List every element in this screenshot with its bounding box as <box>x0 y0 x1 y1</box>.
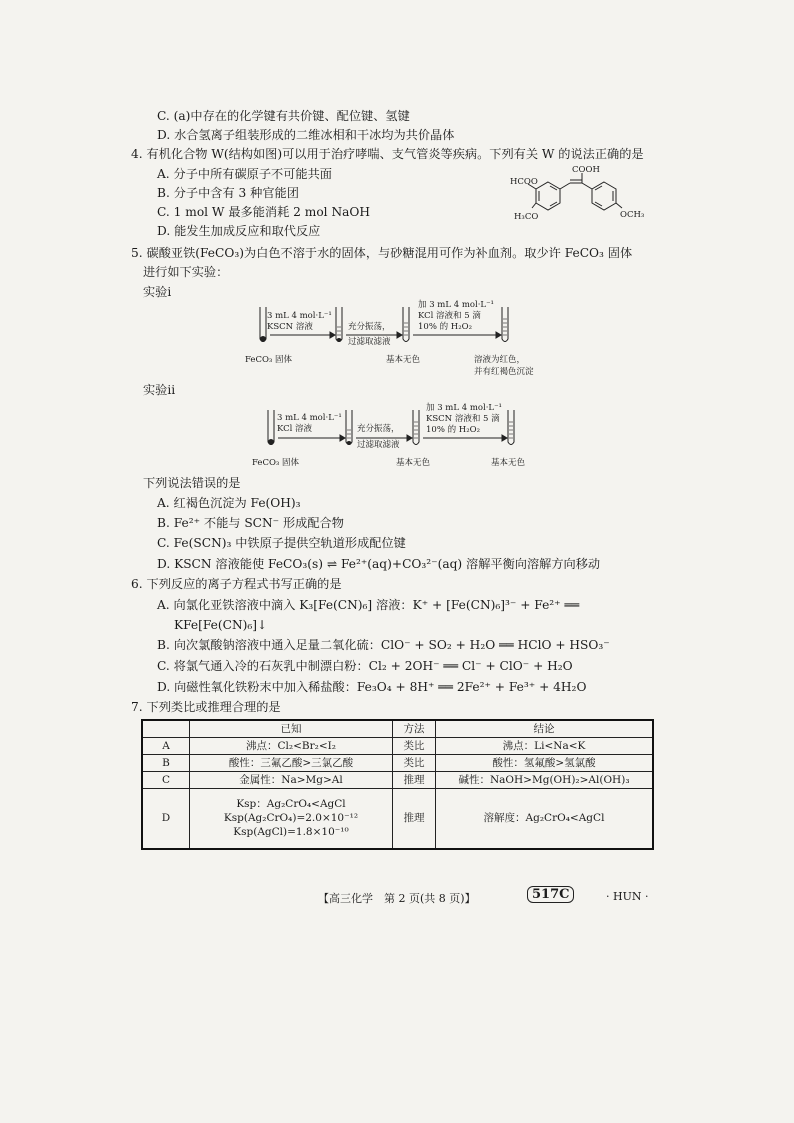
exp1-title: 实验ⅰ <box>143 285 172 299</box>
exp2-end-label: 基本无色 <box>491 458 526 468</box>
q5-stem-line2: 进行如下实验： <box>143 265 229 279</box>
q5-option-a: A. 红褐色沉淀为 Fe(OH)₃ <box>157 496 301 510</box>
q7-row-method: 推理 <box>393 772 436 789</box>
q4-option-d: D. 能发生加成反应和取代反应 <box>157 224 321 238</box>
q5-stem-line1: 5. 碳酸亚铁(FeCO₃)为白色不溶于水的固体，与砂糖混用可作为补血剂。取少许 FeCO₃ 固体 <box>131 246 633 260</box>
structure-h3co-label: H₃CO <box>514 212 539 222</box>
q4-option-b: B. 分子中含有 3 种官能团 <box>157 186 299 200</box>
exp1-arrow1-line2: KSCN 溶液 <box>267 322 313 332</box>
table-row <box>142 755 653 772</box>
structure-och3-label: OCH₃ <box>620 210 645 220</box>
q7-row-conclusion: 溶解度：Ag₂CrO₄<AgCl <box>436 789 654 849</box>
exp1-arrow1-line1: 3 mL 4 mol·L⁻¹ <box>267 311 332 321</box>
footer-page: 【高三化学 第 2 页(共 8 页)】 <box>318 892 476 905</box>
q7-header-method: 方法 <box>393 720 436 738</box>
q7-row-known <box>190 789 393 849</box>
q4-option-a: A. 分子中所有碳原子不可能共面 <box>157 167 332 181</box>
q7-row-method: 类比 <box>393 755 436 772</box>
exp1-arrow2-line1: 充分振荡， <box>348 322 391 332</box>
exp2-mid-label: 基本无色 <box>396 458 431 468</box>
exp1-arrow3-line1: 加 3 mL 4 mol·L⁻¹ <box>418 300 494 310</box>
q6-stem: 6. 下列反应的离子方程式书写正确的是 <box>131 577 342 591</box>
q7-row-option: A <box>142 738 190 755</box>
footer-region: · HUN · <box>606 890 649 903</box>
q6-option-a-line1: A. 向氯化亚铁溶液中滴入 K₃[Fe(CN)₆] 溶液：K⁺ + [Fe(CN)₆]³⁻ + Fe²⁺ ══ <box>157 598 580 612</box>
q7-table <box>141 719 654 850</box>
q5-ask: 下列说法错误的是 <box>143 476 241 490</box>
exp1-end-line2: 并有红褐色沉淀 <box>474 367 534 377</box>
footer-code: 517C <box>527 886 574 903</box>
q3-option-c: C. (a)中存在的化学键有共价键、配位键、氢键 <box>157 109 410 123</box>
q7-row-known: 金属性：Na>Mg>Al <box>190 772 393 789</box>
table-row <box>142 789 653 849</box>
q5-option-d: D. KSCN 溶液能使 FeCO₃(s) ⇌ Fe²⁺(aq)+CO₃²⁻(aq) 溶解平衡向溶解方向移动 <box>157 557 601 571</box>
q7-row-known: 酸性：三氟乙酸>三氯乙酸 <box>190 755 393 772</box>
q7-row-known: 沸点：Cl₂<Br₂<I₂ <box>190 738 393 755</box>
q7-header-known: 已知 <box>190 720 393 738</box>
q4-option-c: C. 1 mol W 最多能消耗 2 mol NaOH <box>157 205 370 219</box>
q7-row-method: 推理 <box>393 789 436 849</box>
table-row <box>142 738 653 755</box>
q6-option-d: D. 向磁性氧化铁粉末中加入稀盐酸：Fe₃O₄ + 8H⁺ ══ 2Fe²⁺ + Fe³⁺ + 4H₂O <box>157 680 587 694</box>
q6-option-a-line2: KFe[Fe(CN)₆]↓ <box>174 618 268 632</box>
q6-option-c: C. 将氯气通入冷的石灰乳中制漂白粉：Cl₂ + 2OH⁻ ══ Cl⁻ + ClO⁻ + H₂O <box>157 659 573 673</box>
q5-option-b: B. Fe²⁺ 不能与 SCN⁻ 形成配合物 <box>157 516 344 530</box>
q7-row-conclusion: 碱性：NaOH>Mg(OH)₂>Al(OH)₃ <box>436 772 654 789</box>
q7-row-d-known-line3: Ksp(AgCl)=1.8×10⁻¹⁰ <box>233 826 349 839</box>
q7-row-option: C <box>142 772 190 789</box>
q7-row-conclusion: 沸点：Li<Na<K <box>436 738 654 755</box>
exp2-arrow2-line1: 充分振荡， <box>357 424 400 434</box>
q7-row-option: D <box>142 789 190 849</box>
exp2-arrow3-line1: 加 3 mL 4 mol·L⁻¹ <box>426 403 502 413</box>
q7-row-conclusion: 酸性：氢氟酸>氢氯酸 <box>436 755 654 772</box>
q7-row-option: B <box>142 755 190 772</box>
q7-header-option <box>142 720 190 738</box>
q5-option-c: C. Fe(SCN)₃ 中铁原子提供空轨道形成配位键 <box>157 536 406 550</box>
exp1-mid-label: 基本无色 <box>386 355 421 365</box>
q7-row-d-known-line2: Ksp(Ag₂CrO₄)=2.0×10⁻¹² <box>223 812 359 825</box>
q4-stem: 4. 有机化合物 W(结构如图)可以用于治疗哮喘、支气管炎等疾病。下列有关 W 的说法正确的是 <box>131 147 644 161</box>
q7-stem: 7. 下列类比或推理合理的是 <box>131 700 281 714</box>
table-row <box>142 772 653 789</box>
structure-hcoo-label: HCOO <box>510 177 538 187</box>
q6-option-b: B. 向次氯酸钠溶液中通入足量二氧化硫：ClO⁻ + SO₂ + H₂O ══ HClO + HSO₃⁻ <box>157 638 610 652</box>
exp2-arrow3-line2: KSCN 溶液和 5 滴 <box>426 414 500 424</box>
exp2-arrow2-line2: 过滤取滤液 <box>357 440 400 450</box>
exp2-solid-label: FeCO₃ 固体 <box>252 458 300 468</box>
exp1-arrow3-line3: 10% 的 H₂O₂ <box>418 322 472 332</box>
structure-cooh-label: COOH <box>572 165 600 175</box>
q7-header-row <box>142 720 653 738</box>
q7-row-d-known-line1: Ksp：Ag₂CrO₄<AgCl <box>236 798 346 811</box>
exp1-arrow3-line2: KCl 溶液和 5 滴 <box>418 311 481 321</box>
q3-option-d: D. 水合氢离子组装形成的二维冰相和干冰均为共价晶体 <box>157 128 455 142</box>
q7-row-method: 类比 <box>393 738 436 755</box>
structure-w-diagram <box>510 162 660 224</box>
q7-header-conclusion: 结论 <box>436 720 654 738</box>
exp1-arrow2-line2: 过滤取滤液 <box>348 337 391 347</box>
exp2-arrow1-line1: 3 mL 4 mol·L⁻¹ <box>277 413 342 423</box>
exp1-solid-label: FeCO₃ 固体 <box>245 355 293 365</box>
exp2-arrow1-line2: KCl 溶液 <box>277 424 313 434</box>
exp2-title: 实验ⅱ <box>143 383 176 397</box>
exp1-end-line1: 溶液为红色， <box>474 355 526 365</box>
exp2-arrow3-line3: 10% 的 H₂O₂ <box>426 425 480 435</box>
